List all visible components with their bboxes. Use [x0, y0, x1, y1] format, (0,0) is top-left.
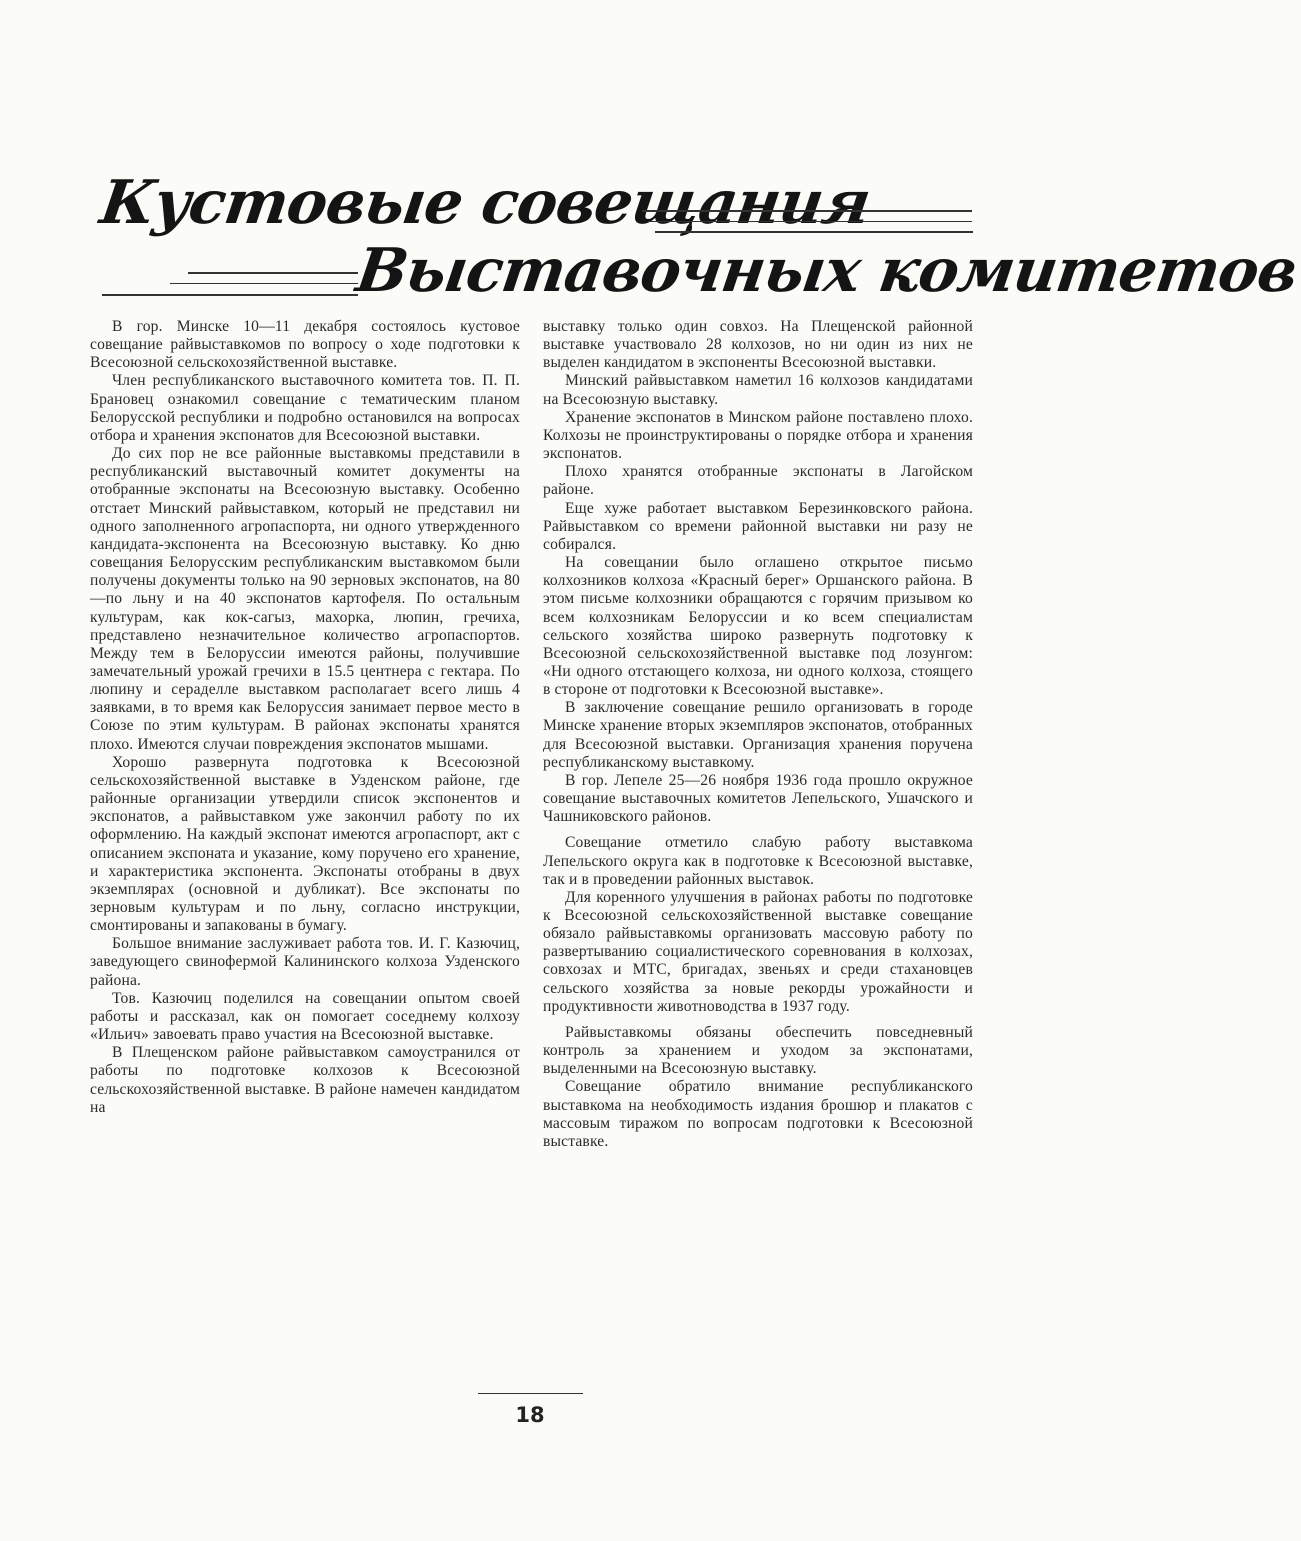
paragraph: В гор. Лепеле 25—26 ноября 1936 года прошло окружное совещание выставочных комитетов Лепельского, Ушачского и Чашниковского районов.: [543, 771, 973, 826]
paragraph: Член республиканского выставочного комитета тов. П. П. Брановец ознакомил совещание с тематическим планом Белорусской республики и подробно остановился на вопросах отбора и хранения экспонатов для Всесоюзной выставки.: [90, 372, 520, 444]
paragraph: Тов. Казючиц поделился на совещании опытом своей работы и рассказал, как он помогает соседнему колхозу «Ильич» завоевать право участия на Всесоюзной выставке.: [90, 989, 520, 1044]
title-line-2: Выставочных комитетов: [352, 236, 1301, 306]
paragraph: Минский райвыставком наметил 16 колхозов кандидатами на Всесоюзную выставку.: [543, 372, 973, 408]
right-column: [543, 318, 973, 1151]
paragraph-continued: выставку только один совхоз. На Плещенской районной выставке участвовало 28 колхозов, но ни один из них не выделен кандидатом в экспоненты Всесоюзной выставки.: [543, 318, 973, 372]
article-title: [95, 150, 1301, 310]
paragraph: Еще хуже работает выставком Березинковского района. Райвыставком со времени районной выставки ни разу не собирался.: [543, 499, 973, 553]
paragraph: Райвыставкомы обязаны обеспечить повседневный контроль за хранением и уходом за экспонатами, выделенными на Всесоюзную выставку.: [543, 1023, 973, 1078]
title-rule: [648, 221, 972, 222]
page-number: 18: [515, 1403, 545, 1427]
title-rule: [102, 294, 358, 296]
left-column: [90, 318, 520, 1117]
paragraph: Хранение экспонатов в Минском районе поставлено плохо. Колхозы не проинструктированы о порядке отбора и хранения экспонатов.: [543, 408, 973, 463]
title-rule: [188, 272, 358, 274]
paragraph: Для коренного улучшения в районах работы по подготовке к Всесоюзной сельскохозяйственной выставке совещание обязало райвыставкомы организовать массовую работу по развертыванию социалистического соревнования в колхозах, совхозах и МТС, бригадах, звеньях и среди стахановцев сельского хозяйства за новые рекорды урожайности и продуктивности животноводства в 1937 году.: [543, 888, 973, 1015]
title-rule: [655, 231, 973, 233]
paragraph: Хорошо развернута подготовка к Всесоюзной сельскохозяйственной выставке в Узденском районе, где районные организации утвердили список экспонентов и экспонатов, а райвыставком уже закончил работу по их оформлению. На каждый экспонат имеются агропаспорт, акт с описанием экспоната и указание, кому поручено его хранение, и характеристика экспонента. Экспонаты отобраны в двух экземплярах (основной и дубликат). Все экспонаты по зерновым культурам и по льну, согласно инструкции, смонтированы и запакованы в бумагу.: [90, 753, 520, 935]
title-rule: [170, 283, 358, 284]
paragraph: В гор. Минске 10—11 декабря состоялось кустовое совещание райвыставкомов по вопросу о ходе подготовки к Всесоюзной сельскохозяйственной выставке.: [90, 318, 520, 372]
paragraph: Совещание обратило внимание республиканского выставкома на необходимость издания брошюр и плакатов с массовым тиражом по вопросам подготовки к Всесоюзной выставке.: [543, 1078, 973, 1150]
paragraph: Большое внимание заслуживает работа тов. И. Г. Казючиц, заведующего свинофермой Калининского колхоза Узденского района.: [90, 935, 520, 989]
paragraph: В Плещенском районе райвыставком самоустранился от работы по подготовке колхозов к Всесоюзной сельскохозяйственной выставке. В районе намечен кандидатом на: [90, 1044, 520, 1116]
title-line-1: Кустовые совещания: [96, 168, 875, 238]
paragraph: В заключение совещание решило организовать в городе Минске хранение вторых экземпляров экспонатов, отобранных для Всесоюзной выставки. Организация хранения поручена республиканскому выставкому.: [543, 699, 973, 771]
paragraph: Плохо хранятся отобранные экспонаты в Лагойском районе.: [543, 463, 973, 499]
paragraph: Совещание отметило слабую работу выставкома Лепельского округа как в подготовке к Всесоюзной выставке, так и в проведении районных выставок.: [543, 834, 973, 888]
title-rule: [642, 210, 972, 212]
paragraph: На совещании было оглашено открытое письмо колхозников колхоза «Красный берег» Оршанского района. В этом письме колхозники обращаются с горячим призывом ко всем колхозникам Белоруссии и ко всем специалистам сельского хозяйства широко развернуть подготовку к Всесоюзной сельскохозяйственной выставке под лозунгом: «Ни одного отстающего колхоза, ни одного колхоза, стоящего в стороне от подготовки к Всесоюзной выставке».: [543, 554, 973, 699]
paragraph: До сих пор не все районные выставкомы представили в республиканский выставочный комитет документы на отобранные экспонаты на Всесоюзную выставку. Особенно отстает Минский райвыставком, который не представил ни одного заполненного агропаспорта, ни одного утвержденного кандидата-экспонента на Всесоюзную выставку. Ко дню совещания Белорусским республиканским выставкомом были получены документы только на 90 зерновых экспонатов, на 80—по льну и на 40 экспонатов картофеля. По остальным культурам, как кок-сагыз, махорка, люпин, гречиха, представлено незначительное количество агропаспортов. Между тем в Белоруссии имеются районы, получившие замечательный урожай гречихи в 15.5 центнера с гектара. По люпину и сераделле выставком располагает всего лишь 4 заявками, в то время как Белоруссия занимает первое место в Союзе по этим культурам. В районах экспонаты хранятся плохо. Имеются случаи повреждения экспонатов мышами.: [90, 445, 520, 753]
page-number-rule: [478, 1393, 583, 1394]
